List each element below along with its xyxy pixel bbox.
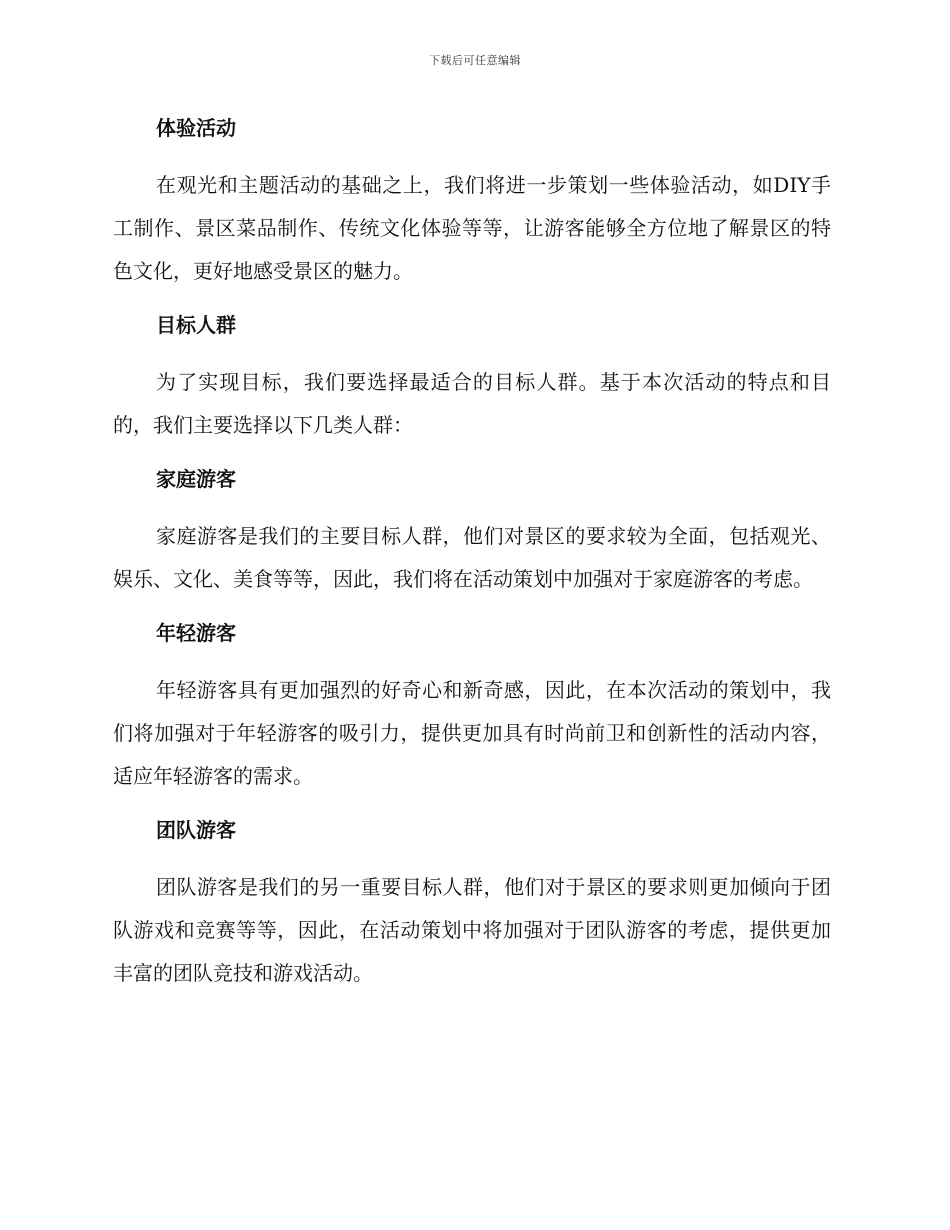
section-body-target-audience: 为了实现目标，我们要选择最适合的目标人群。基于本次活动的特点和目的，我们主要选择以下几类人群： [113,370,831,437]
section-heading-target-audience: 目标人群 [156,313,236,337]
document-body [113,110,831,995]
section-heading-young: 年轻游客 [156,621,236,645]
page-header: 下载后可任意编辑 [429,54,521,67]
section-heading-family: 家庭游客 [156,467,236,491]
section-heading-group: 团队游客 [156,818,236,842]
section-body-experience: 在观光和主题活动的基础之上，我们将进一步策划一些体验活动，如DIY手工制作、景区菜品制作、传统文化体验等等，让游客能够全方位地了解景区的特色文化，更好地感受景区的魅力。 [113,173,831,283]
section-body-young: 年轻游客具有更加强烈的好奇心和新奇感，因此，在本次活动的策划中，我们将加强对于年轻游客的吸引力，提供更加具有时尚前卫和创新性的活动内容，适应年轻游客的需求。 [113,678,831,788]
section-heading-experience: 体验活动 [156,116,236,140]
section-body-family: 家庭游客是我们的主要目标人群，他们对景区的要求较为全面，包括观光、娱乐、文化、美食等等，因此，我们将在活动策划中加强对于家庭游客的考虑。 [113,524,831,591]
section-body-group: 团队游客是我们的另一重要目标人群，他们对于景区的要求则更加倾向于团队游戏和竞赛等等，因此，在活动策划中将加强对于团队游客的考虑，提供更加丰富的团队竞技和游戏活动。 [113,875,831,985]
